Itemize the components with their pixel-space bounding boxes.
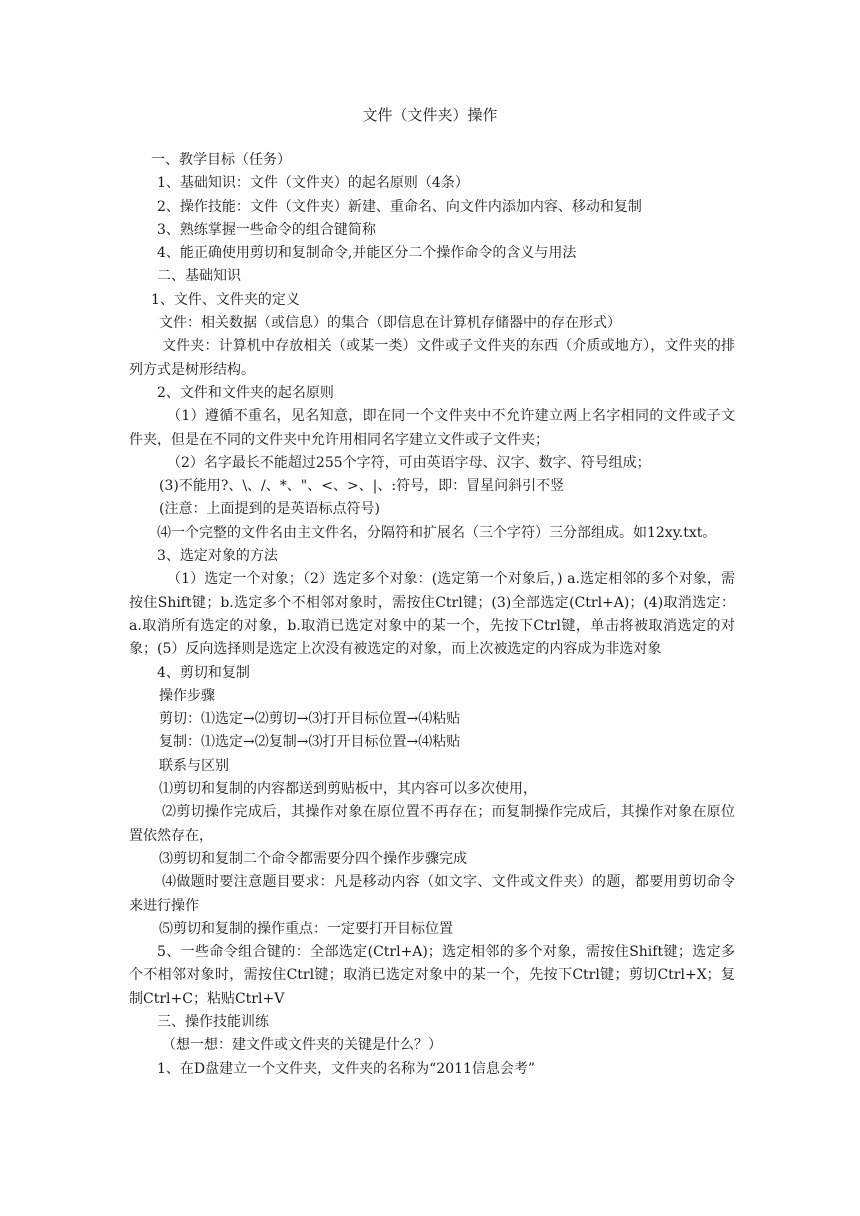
shortcut-paragraph: 5、一些命令组合键的：全部选定(Ctrl+A)；选定相邻的多个对象，需按住Shift键；选定多个不相邻对象时，需按住Ctrl键；取消已选定对象中的某一个，先按下Ctrl键；剪切Ctrl+X；复制Ctrl+C；粘贴Ctrl+V bbox=[129, 944, 735, 1007]
rule-paragraph: （2）名字最长不能超过255个字符，可由英语字母、汉字、数字、符号组成； bbox=[167, 454, 651, 471]
relation-item: ⑴剪切和复制的内容都送到剪贴板中，其内容可以多次使用， bbox=[159, 781, 537, 798]
note-paragraph: (注意：上面提到的是英语标点符号) bbox=[159, 501, 380, 518]
method-paragraph: （1）选定一个对象；（2）选定多个对象：(选定第一个对象后，) a.选定相邻的多个对象，需按住Shift键；b.选定多个不相邻对象时，需按住Ctrl键；(3)全部选定(Ctrl+A)；(4)取消选定：a.取消所有选定的对象，b.取消已选定对象中的某一个，先按下Ctrl键，单击将被取消选定的对象；(5）反向选择则是选定上次没有被选定的对象，而上次被选定的内容成为非选对象 bbox=[129, 571, 735, 658]
relation-heading: 联系与区别 bbox=[159, 757, 229, 774]
document-title: 文件（文件夹）操作 bbox=[362, 106, 498, 124]
relation-item: ⑶剪切和复制二个命令都需要分四个操作步骤完成 bbox=[159, 850, 467, 867]
subsection-heading: 1、文件、文件夹的定义 bbox=[151, 291, 300, 308]
steps-line: 剪切：⑴选定→⑵剪切→⑶打开目标位置→⑷粘贴 bbox=[159, 711, 461, 728]
steps-heading: 操作步骤 bbox=[159, 687, 215, 704]
objective-item: 3、熟练掌握一些命令的组合键简称 bbox=[157, 221, 376, 238]
relation-item: ⑷做题时要注意题目要求：凡是移动内容（如文字、文件或文件夹）的题，都要用剪切命令来进行操作 bbox=[129, 874, 735, 914]
relation-item: ⑸剪切和复制的操作重点：一定要打开目标位置 bbox=[159, 920, 453, 937]
document-body bbox=[129, 149, 735, 1081]
subsection-heading: 4、剪切和复制 bbox=[157, 664, 250, 681]
prompt-paragraph: （想一想：建文件或文件夹的关键是什么？） bbox=[162, 1037, 442, 1054]
rule-paragraph: （1）遵循不重名，见名知意，即在同一个文件夹中不允许建立两上名字相同的文件或子文件夹，但是在不同的文件夹中允许用相同名字建立文件或子文件夹； bbox=[129, 408, 735, 448]
objective-item: 1、基础知识：文件（文件夹）的起名原则（4条） bbox=[157, 175, 469, 192]
rule-paragraph: ⑷一个完整的文件名由主文件名，分隔符和扩展名（三个字符）三分部组成。如12xy.txt。 bbox=[157, 524, 717, 541]
section-heading: 三、操作技能训练 bbox=[157, 1013, 269, 1030]
definition-paragraph: 文件夹：计算机中存放相关（或某一类）文件或子文件夹的东西（介质或地方），文件夹的排列方式是树形结构。 bbox=[129, 338, 735, 378]
relation-item: ⑵剪切操作完成后，其操作对象在原位置不再存在；而复制操作完成后，其操作对象在原位置依然存在， bbox=[129, 804, 735, 844]
objective-item: 2、操作技能：文件（文件夹）新建、重命名、向文件内添加内容、移动和复制 bbox=[157, 198, 642, 215]
subsection-heading: 2、文件和文件夹的起名原则 bbox=[157, 384, 334, 401]
definition-paragraph: 文件：相关数据（或信息）的集合（即信息在计算机存储器中的存在形式） bbox=[159, 315, 621, 332]
objective-item: 4、能正确使用剪切和复制命令,并能区分二个操作命令的含义与用法 bbox=[157, 245, 577, 262]
subsection-heading: 3、选定对象的方法 bbox=[157, 548, 278, 565]
section-heading: 一、教学目标（任务） bbox=[151, 152, 291, 168]
rule-paragraph: (3)不能用?、\、/、*、"、<、>、|、:符号，即：冒星问斜引不竖 bbox=[159, 478, 565, 495]
exercise-item: 1、在D盘建立一个文件夹，文件夹的名称为“2011信息会考” bbox=[157, 1060, 536, 1077]
steps-line: 复制：⑴选定→⑵复制→⑶打开目标位置→⑷粘贴 bbox=[159, 734, 461, 751]
section-heading: 二、基础知识 bbox=[157, 268, 241, 285]
